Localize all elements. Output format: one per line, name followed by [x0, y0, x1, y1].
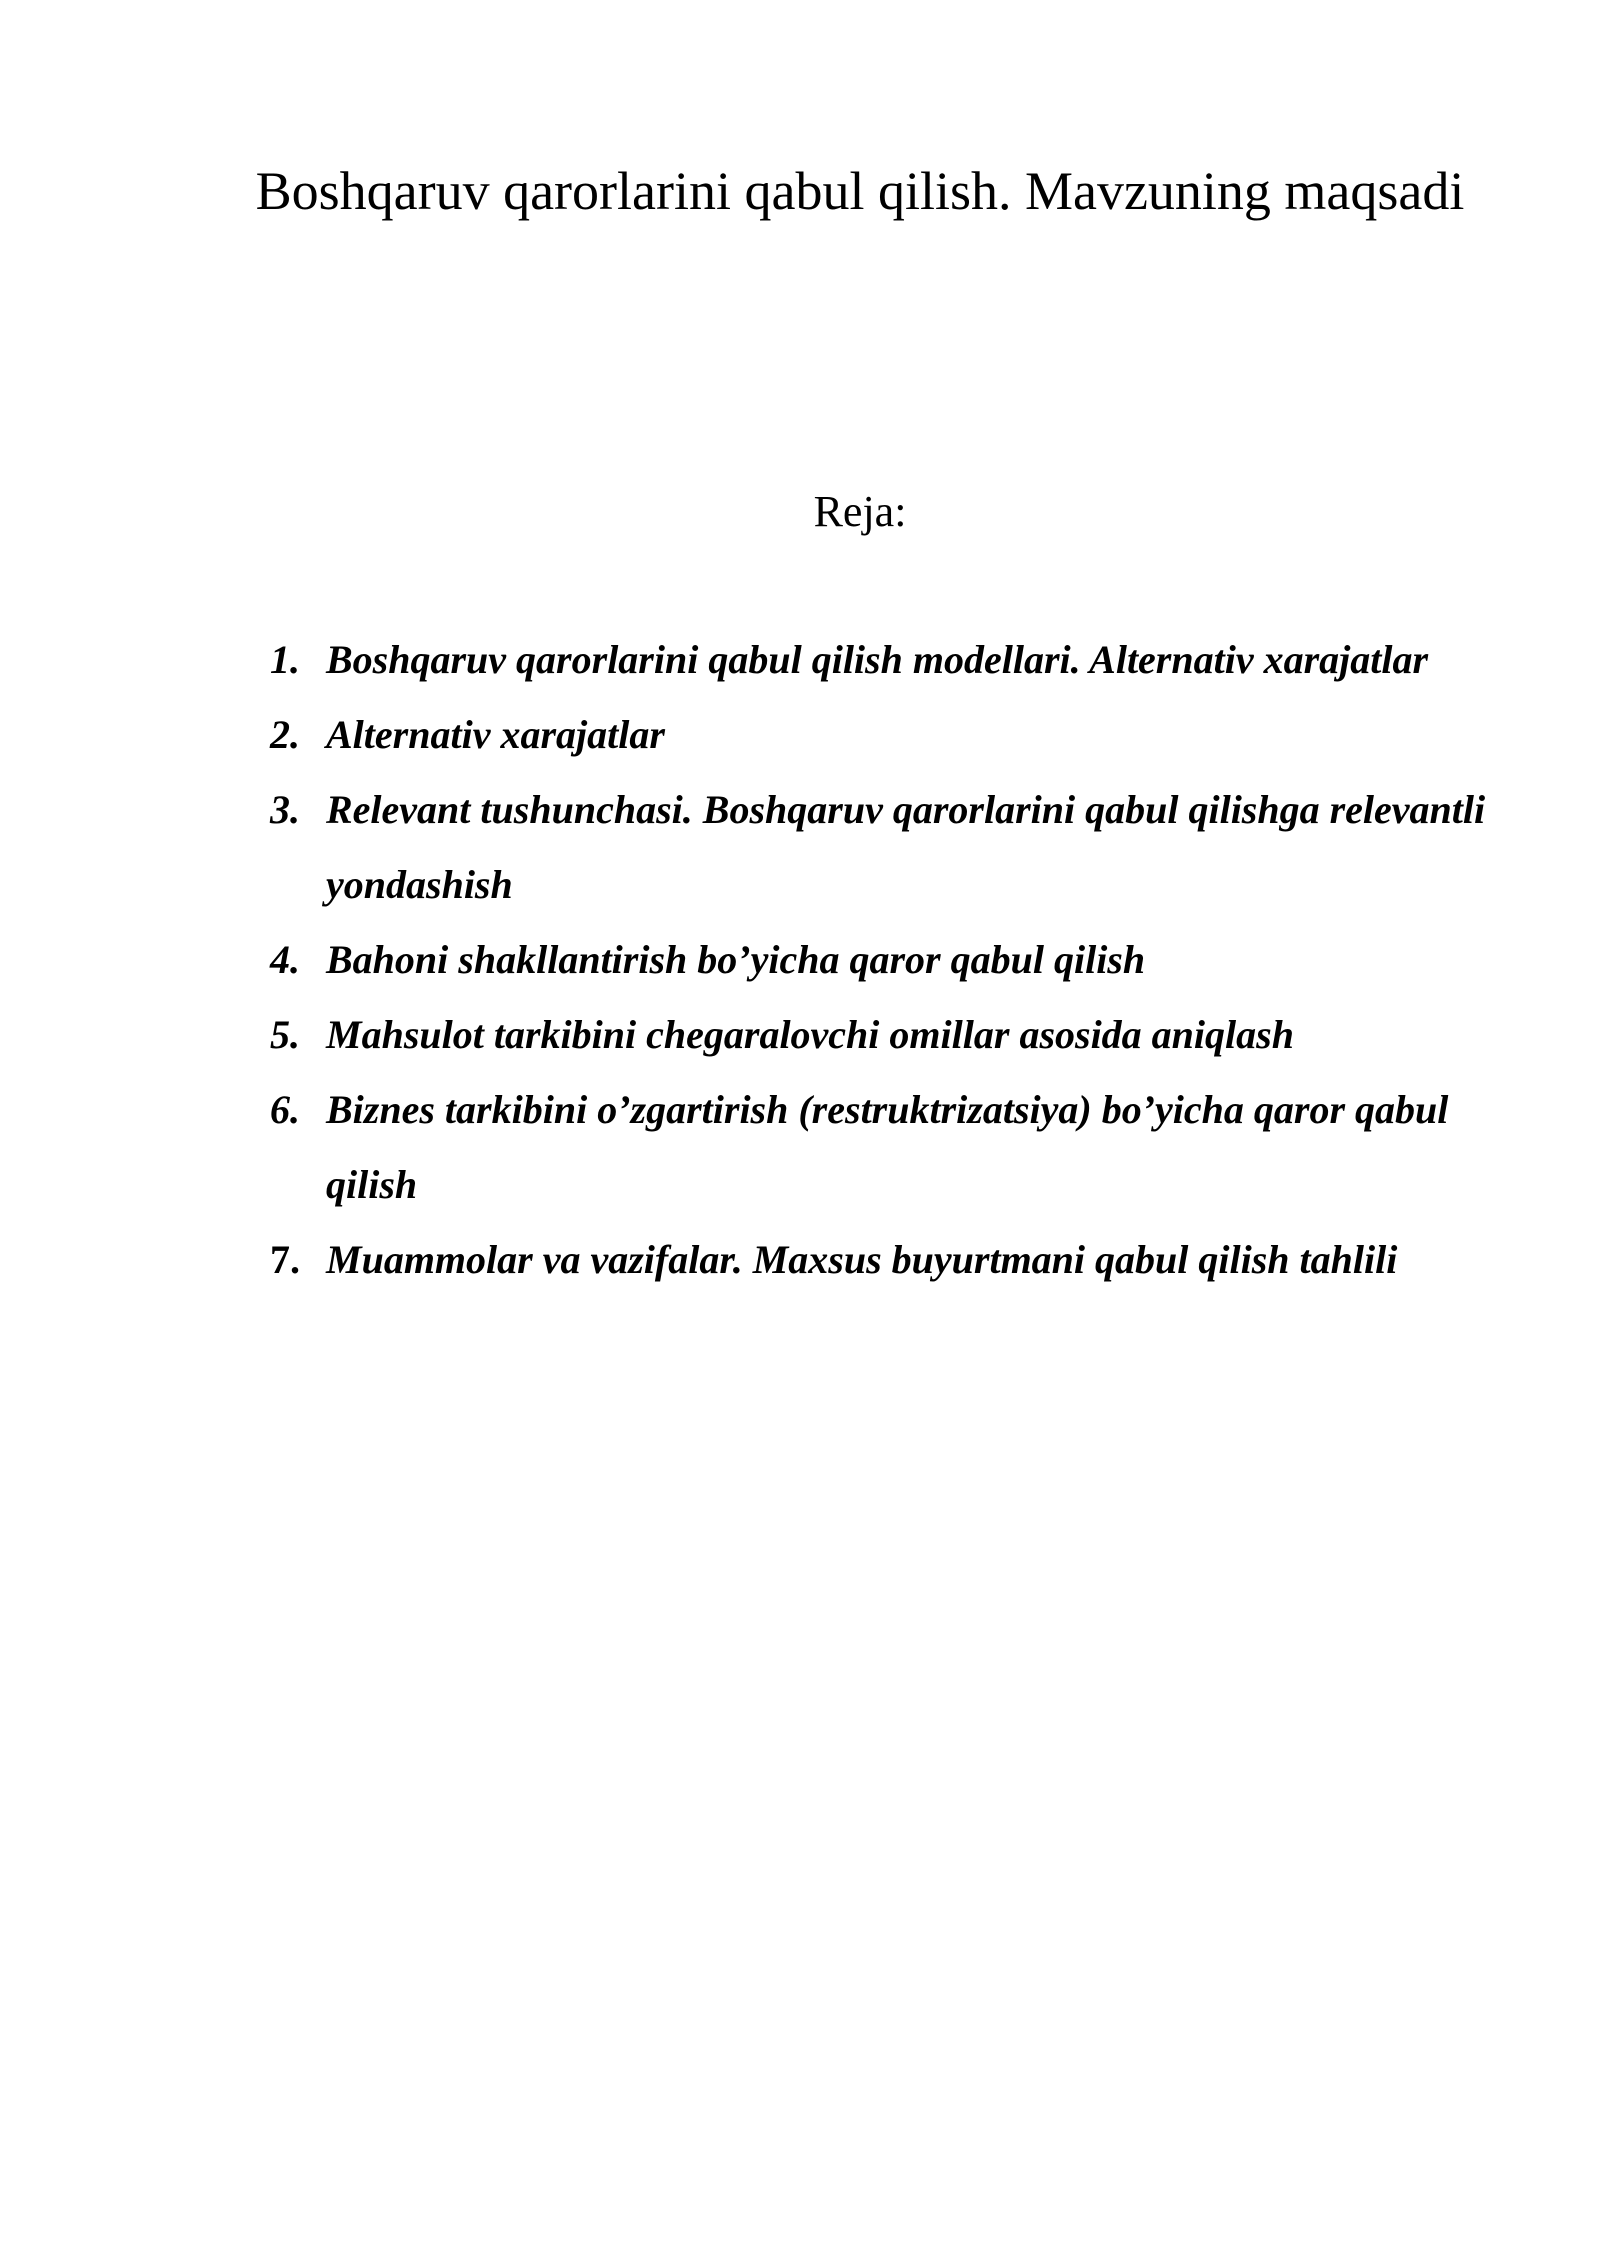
- plan-item: [270, 622, 1530, 697]
- plan-heading: Reja:: [813, 487, 907, 536]
- plan-item-text: Boshqaruv qarorlarini qabul qilish modellari. Alternativ xarajatlar: [326, 637, 1429, 682]
- plan-item-number: 7.: [270, 1237, 300, 1282]
- plan-item-text: Muammolar va vazifalar. Maxsus buyurtmani qabul qilish tahlili: [326, 1237, 1398, 1282]
- plan-item-text: Alternativ xarajatlar: [326, 712, 665, 757]
- plan-item: [270, 697, 1530, 772]
- plan-item: [270, 772, 1530, 922]
- plan-list: [270, 622, 1530, 1297]
- plan-item-text: Bahoni shakllantirish bo’yicha qaror qabul qilish: [326, 937, 1146, 982]
- plan-item-text: Relevant tushunchasi. Boshqaruv qarorlarini qabul qilishga relevantli yondashish: [326, 787, 1486, 907]
- plan-item-number: 4.: [270, 937, 300, 982]
- plan-item-text: Mahsulot tarkibini chegaralovchi omillar asosida aniqlash: [326, 1012, 1294, 1057]
- plan-item-number: 6.: [270, 1087, 300, 1132]
- plan-item-number: 1.: [270, 637, 300, 682]
- plan-item-text: Biznes tarkibini o’zgartirish (restruktrizatsiya) bo’yicha qaror qabul qilish: [326, 1087, 1449, 1207]
- plan-item: [270, 922, 1530, 997]
- plan-item-number: 5.: [270, 1012, 300, 1057]
- plan-item: [270, 1072, 1530, 1222]
- plan-item-number: 2.: [270, 712, 300, 757]
- page-title: Boshqaruv qarorlarini qabul qilish. Mavzuning maqsadi: [255, 161, 1465, 221]
- plan-item: [270, 997, 1530, 1072]
- plan-item-number: 3.: [270, 787, 300, 832]
- plan-item: [270, 1222, 1530, 1297]
